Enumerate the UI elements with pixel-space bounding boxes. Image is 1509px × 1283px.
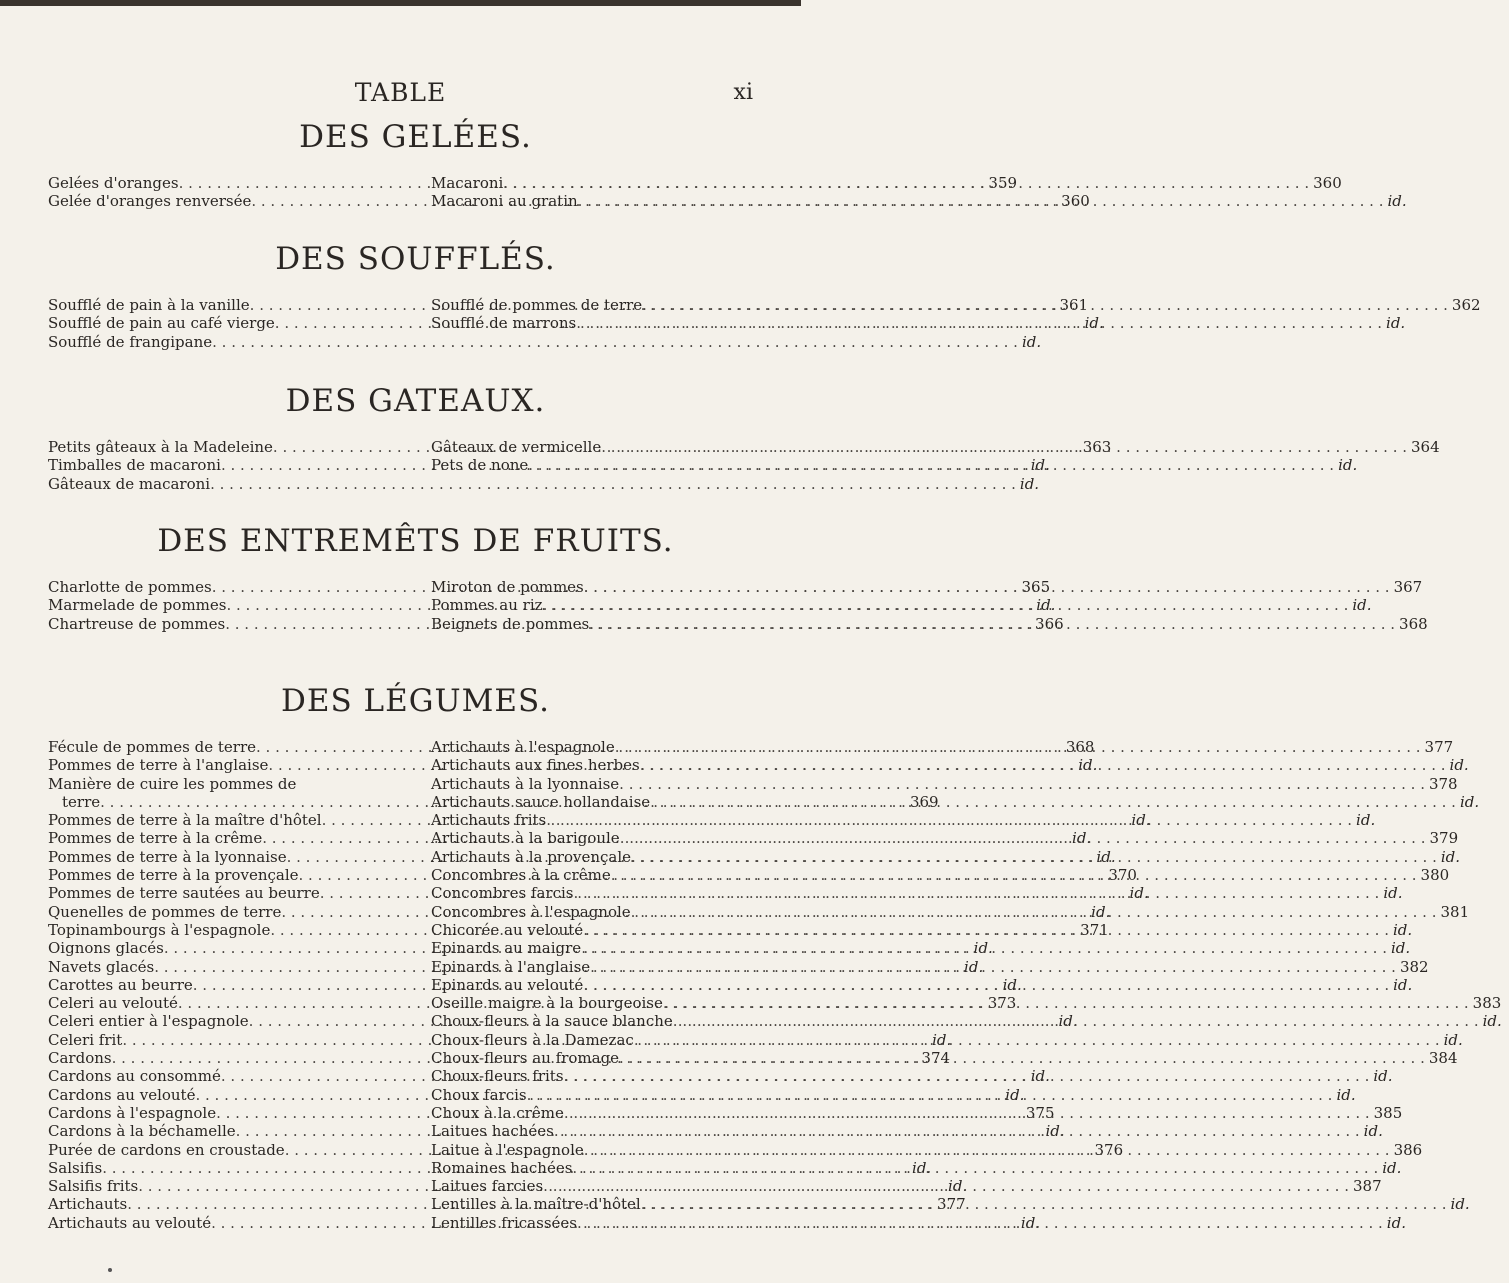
dot-leader	[577, 1214, 1383, 1232]
dot-leader	[503, 174, 1309, 192]
entry-name: Salsifis	[48, 1158, 103, 1177]
dot-leader	[641, 1195, 1447, 1213]
index-entry	[431, 314, 1406, 333]
dot-leader	[615, 738, 1421, 756]
entry-page-number: id.	[973, 939, 993, 958]
entry-page-number: id.	[912, 1158, 932, 1177]
entry-name: Epinards au velouté	[431, 975, 584, 994]
entry-name: Quenelles de pommes de terre	[48, 902, 282, 921]
entry-name: Concombres farcis	[431, 884, 574, 903]
entry-name: Marmelade de pommes	[48, 596, 227, 615]
index-entry	[431, 1067, 1393, 1086]
section-heading: DES GELÉES.	[299, 119, 532, 155]
entry-page-number: 377	[937, 1195, 966, 1214]
entry-name: Soufflé de frangipane	[48, 332, 213, 351]
entry-page-number: id.	[1393, 975, 1413, 994]
index-entry	[431, 756, 1469, 775]
dot-leader	[527, 1086, 1333, 1104]
entry-page-number: 383	[1472, 994, 1502, 1013]
entry-page-number: id.	[1036, 596, 1056, 615]
two-column-list	[48, 738, 1502, 1232]
entry-page-number: 368	[1399, 614, 1428, 633]
entry-page-number: id.	[1084, 314, 1104, 333]
section-heading: DES SOUFFLÉS.	[275, 241, 556, 277]
two-column-list	[48, 438, 1440, 493]
entry-name: Artichauts sauce hollandaise	[431, 792, 651, 811]
entry-page-number: 359	[988, 174, 1018, 192]
dot-leader	[546, 811, 1352, 829]
entry-name: Lentilles fricassées	[431, 1213, 577, 1232]
entry-page-number: id.	[1338, 456, 1358, 475]
entry-page-number: 384	[1428, 1049, 1458, 1068]
entry-page-number: 376	[1094, 1140, 1124, 1159]
page-number: xi	[733, 80, 753, 105]
entry-page-number: id.	[932, 1030, 952, 1049]
entry-name: Salsifis frits	[48, 1177, 139, 1196]
index-section	[48, 118, 1407, 211]
dot-leader	[634, 1031, 1440, 1049]
entry-name: Pets de none	[431, 456, 529, 475]
entry-page-number: id.	[1386, 314, 1406, 333]
entry-name: Carottes au beurre	[48, 975, 193, 994]
entry-page-number: 374	[921, 1049, 951, 1068]
entry-name: Celeri au velouté	[48, 994, 178, 1013]
dot-leader	[620, 829, 1426, 847]
entry-page-number: id.	[1030, 1067, 1050, 1086]
entry-page-number: id.	[964, 957, 984, 976]
entry-page-number: 386	[1393, 1140, 1423, 1159]
entry-page-number: 363	[1082, 438, 1112, 456]
dot-leader	[584, 1141, 1390, 1159]
entry-page-number: 380	[1420, 866, 1450, 885]
entry-name: Pommes de terre à l'anglaise	[48, 756, 269, 775]
dot-leader	[650, 793, 1456, 811]
entry-page-number: id.	[1078, 756, 1098, 775]
index-section	[48, 682, 1502, 1232]
entry-name: Pommes de terre à la crême	[48, 829, 263, 848]
index-entry	[431, 811, 1376, 830]
entry-name: Chartreuse de pommes	[48, 614, 226, 633]
entry-name: Soufflé de pommes de terre	[431, 296, 643, 314]
entry-page-number: id.	[1045, 1122, 1065, 1141]
dot-leader	[590, 958, 1396, 976]
entry-page-number: 368	[1065, 738, 1095, 756]
entry-name: Beignets de pommes	[431, 614, 590, 633]
entry-page-number: 382	[1399, 957, 1429, 976]
running-head-title: TABLE	[354, 78, 447, 107]
index-section	[48, 522, 1428, 633]
entry-name: Timballes de macaroni	[48, 456, 221, 475]
entry-page-number: id.	[1096, 847, 1116, 866]
entry-name: Purée de cardons en croustade	[48, 1140, 285, 1159]
dot-leader	[576, 314, 1382, 332]
index-entry	[48, 474, 1040, 493]
section-heading: DES GATEAUX.	[285, 383, 546, 419]
entry-page-number: id.	[1352, 596, 1372, 615]
entry-page-number: 364	[1411, 438, 1440, 456]
entry-name: Artichauts à la barigoule	[431, 829, 620, 848]
entry-page-number: id.	[1382, 1158, 1402, 1177]
entry-page-number: id.	[1030, 456, 1050, 475]
entry-name: Laitues farcies	[431, 1177, 544, 1196]
entry-page-number: 362	[1451, 296, 1481, 314]
dot-leader	[611, 866, 1417, 884]
entry-name: Cardons au velouté	[48, 1085, 196, 1104]
index-entry	[431, 884, 1403, 903]
dot-leader	[564, 1104, 1370, 1122]
entry-name: Celeri entier à l'espagnole	[48, 1012, 249, 1031]
entry-name: Choux farcis	[431, 1085, 527, 1104]
index-entry	[431, 1030, 1463, 1049]
entry-page-number: 369	[909, 792, 939, 811]
page-top-edge	[0, 0, 801, 6]
entry-page-number: id.	[1072, 829, 1092, 848]
entry-page-number: id.	[1391, 939, 1411, 958]
entry-page-number: 385	[1373, 1103, 1403, 1122]
dot-leader	[584, 578, 1390, 596]
entry-name: Soufflé de pain à la vanille	[48, 296, 250, 314]
entry-page-number: 387	[1352, 1177, 1382, 1196]
entry-name: Charlotte de pommes	[48, 578, 212, 596]
entry-page-number: id.	[1383, 884, 1403, 903]
entry-name: Gâteaux de vermicelle	[431, 438, 602, 456]
entry-page-number: 379	[1429, 829, 1459, 848]
entry-page-number: id.	[1129, 884, 1149, 903]
dot-leader	[583, 976, 1389, 994]
entry-name: Laitue à l'espagnole	[431, 1140, 584, 1159]
index-entry	[431, 975, 1413, 994]
entry-name: Cardons au consommé	[48, 1067, 221, 1086]
dot-leader	[572, 1159, 1378, 1177]
entry-name: Artichauts aux fines herbes	[431, 756, 640, 775]
entry-name: Gelées d'oranges	[48, 174, 179, 192]
entry-name: Macaroni au gratin	[431, 192, 578, 211]
index-section	[48, 382, 1440, 493]
entry-name: Soufflé de pain au café vierge	[48, 314, 275, 333]
entry-name: Pommes de terre à la maître d'hôtel	[48, 811, 322, 830]
entry-name: Epinards à l'anglaise	[431, 957, 591, 976]
entry-page-number: 378	[1428, 774, 1458, 793]
dot-leader	[631, 848, 1437, 866]
dot-leader	[619, 1049, 1425, 1067]
entry-name: Petits gâteaux à la Madeleine	[48, 438, 273, 456]
dot-leader	[564, 1067, 1370, 1085]
entry-name: Choux à la crême	[431, 1103, 564, 1122]
dot-leader	[554, 1122, 1360, 1140]
entry-name: Fécule de pommes de terre	[48, 738, 257, 756]
entry-page-number: id.	[1450, 1195, 1470, 1214]
dot-leader	[619, 775, 1425, 793]
index-entry	[431, 596, 1372, 615]
dot-leader	[574, 884, 1380, 902]
entry-page-number: 375	[1025, 1103, 1055, 1122]
dot-leader	[581, 939, 1387, 957]
entry-name: Artichauts à la lyonnaise	[431, 774, 620, 793]
entry-page-number: id.	[1387, 192, 1407, 211]
ink-speck	[108, 1268, 112, 1272]
dot-leader	[642, 296, 1448, 314]
entry-page-number: id.	[1482, 1012, 1502, 1031]
entry-name: Gâteaux de macaroni	[48, 474, 211, 493]
entry-page-number: id.	[1459, 792, 1480, 811]
dot-leader	[673, 1012, 1479, 1030]
entry-page-number: 381	[1440, 902, 1470, 921]
entry-name: Artichauts	[48, 1195, 128, 1214]
entry-name: Soufflé de marrons	[431, 314, 577, 333]
index-entry	[48, 332, 1042, 351]
entry-name: Oignons glacés	[48, 939, 164, 958]
index-entry	[431, 1213, 1406, 1232]
entry-page-number: id.	[1393, 920, 1413, 939]
entry-name: Miroton de pommes	[431, 578, 584, 596]
entry-name: Romaines hachées	[431, 1158, 573, 1177]
dot-leader	[640, 756, 1446, 774]
index-entry	[431, 1122, 1383, 1141]
entry-page-number: id.	[1021, 332, 1042, 351]
entry-page-number: 373	[987, 994, 1017, 1013]
entry-page-number: id.	[948, 1177, 968, 1196]
index-entry	[431, 847, 1461, 866]
entry-name: Chicorée au velouté	[431, 920, 584, 939]
index-entry	[48, 775, 394, 793]
dot-leader	[631, 903, 1437, 921]
entry-page-number: 365	[1021, 578, 1051, 596]
entry-page-number: 367	[1393, 578, 1423, 596]
index-entry	[431, 456, 1358, 475]
entry-name: Pommes de terre à la lyonnaise	[48, 847, 287, 866]
entry-name: Cardons à l'espagnole	[48, 1103, 217, 1122]
dot-leader	[543, 596, 1349, 614]
entry-name: Oseille maigre à la bourgeoise	[431, 994, 663, 1013]
entry-page-number: 371	[1080, 920, 1109, 939]
index-entry	[431, 1085, 1356, 1104]
entry-page-number: id.	[1005, 1085, 1025, 1104]
two-column-list	[48, 296, 1481, 351]
entry-page-number: id.	[1386, 1213, 1406, 1232]
entry-page-number: id.	[1002, 975, 1022, 994]
entry-page-number: id.	[1058, 1012, 1078, 1031]
entry-page-number: id.	[1373, 1067, 1393, 1086]
index-section	[48, 240, 1481, 351]
entry-name: Lentilles à la maître-d'hôtel	[431, 1195, 641, 1214]
entry-page-number: 361	[1059, 296, 1089, 314]
entry-page-number: id.	[1356, 811, 1376, 830]
entry-page-number: id.	[1091, 902, 1111, 921]
entry-page-number: 377	[1424, 738, 1454, 756]
entry-name: Cardons à la béchamelle	[48, 1122, 236, 1141]
entry-name: Cardons	[48, 1049, 112, 1068]
entry-name: Navets glacés	[48, 957, 155, 976]
two-column-list	[48, 174, 1407, 211]
entry-name: Artichauts frits	[431, 811, 547, 830]
entry-name: Celeri frit	[48, 1030, 123, 1049]
entry-page-number: id.	[1449, 756, 1469, 775]
dot-leader	[589, 615, 1395, 633]
section-heading: DES ENTREMÊTS DE FRUITS.	[157, 523, 674, 559]
entry-page-number: id.	[1020, 1213, 1041, 1232]
entry-name: Gelée d'oranges renversée	[48, 192, 252, 211]
index-entry	[431, 1158, 1402, 1177]
entry-page-number: 366	[1035, 614, 1064, 633]
index-entry	[431, 774, 1458, 793]
entry-page-number: 360	[1313, 174, 1342, 192]
entry-name: Artichauts au velouté	[48, 1213, 212, 1232]
section-heading: DES LÉGUMES.	[280, 683, 551, 719]
entry-name: Artichauts à l'espagnole	[431, 738, 615, 756]
dot-leader	[663, 994, 1469, 1012]
entry-name: Concombres à la crême	[431, 866, 611, 885]
entry-page-number: 370	[1108, 866, 1137, 885]
dot-leader	[543, 1177, 1349, 1195]
entry-name: Epinards au maigre	[431, 939, 582, 958]
dot-leader	[578, 192, 1384, 210]
entry-name: Pommes de terre à la provençale	[48, 866, 299, 885]
dot-leader	[583, 921, 1389, 939]
entry-name: Choux-fleurs frits	[431, 1067, 564, 1086]
entry-name: Choux-fleurs à la Damezac	[431, 1030, 634, 1049]
entry-name: Artichauts à la provençale	[431, 847, 632, 866]
entry-page-number: id.	[1131, 811, 1151, 830]
entry-page-number: 360	[1061, 192, 1090, 211]
entry-name: Pommes au riz	[431, 596, 543, 615]
entry-name: terre	[62, 792, 101, 811]
dot-leader	[601, 438, 1407, 456]
entry-name: Choux-fleurs au fromage	[431, 1049, 620, 1068]
entry-name: Choux-fleurs à la sauce blanche	[431, 1012, 673, 1031]
entry-name: Concombres à l'espagnole	[431, 902, 631, 921]
index-entry	[431, 939, 1411, 958]
entry-page-number: id.	[1019, 474, 1040, 493]
entry-page-number: id.	[1336, 1085, 1356, 1104]
entry-name: Topinambourgs à l'espagnole	[48, 920, 271, 939]
entry-name: Laitues hachées	[431, 1122, 554, 1141]
dot-leader	[528, 456, 1334, 474]
index-entry	[431, 1012, 1502, 1031]
entry-name: Pommes de terre sautées au beurre	[48, 884, 320, 903]
entry-page-number: id.	[1363, 1122, 1383, 1141]
two-column-list	[48, 578, 1428, 633]
running-head	[0, 78, 801, 108]
entry-name: Manière de cuire les pommes de	[48, 774, 297, 793]
entry-page-number: id.	[1440, 847, 1461, 866]
entry-page-number: id.	[1443, 1030, 1463, 1049]
entry-name: Macaroni	[431, 174, 504, 192]
